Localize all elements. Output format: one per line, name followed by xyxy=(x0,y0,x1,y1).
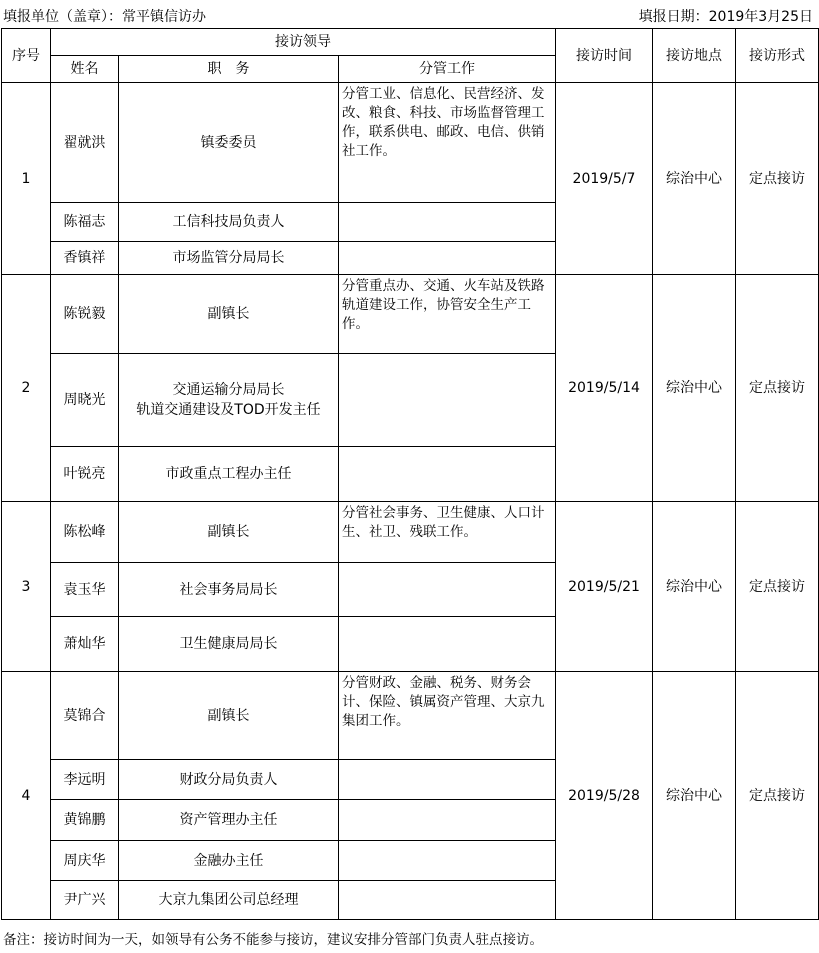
leader-name: 叶锐亮 xyxy=(51,447,119,502)
leader-name: 陈锐毅 xyxy=(51,275,119,354)
header-name: 姓名 xyxy=(51,56,119,83)
group-seq: 1 xyxy=(2,83,51,275)
reception-time: 2019/5/21 xyxy=(556,502,653,672)
group-seq: 4 xyxy=(2,672,51,920)
reception-place: 综治中心 xyxy=(653,502,736,672)
leader-position: 市政重点工程办主任 xyxy=(119,447,339,502)
leader-position: 大京九集团公司总经理 xyxy=(119,881,339,920)
leader-name: 袁玉华 xyxy=(51,563,119,617)
header-duty: 分管工作 xyxy=(339,56,556,83)
reception-schedule-table xyxy=(1,28,819,920)
leader-duty xyxy=(339,760,556,800)
leader-duty xyxy=(339,354,556,447)
leader-name: 萧灿华 xyxy=(51,617,119,672)
leader-name: 尹广兴 xyxy=(51,881,119,920)
reception-form: 定点接访 xyxy=(736,275,819,502)
reception-time: 2019/5/28 xyxy=(556,672,653,920)
reception-time: 2019/5/14 xyxy=(556,275,653,502)
leader-position: 社会事务局局长 xyxy=(119,563,339,617)
header-leaders: 接访领导 xyxy=(51,29,556,56)
reception-place: 综治中心 xyxy=(653,83,736,275)
group-seq: 3 xyxy=(2,502,51,672)
leader-position: 镇委委员 xyxy=(119,83,339,203)
footer-note: 备注：接访时间为一天，如领导有公务不能参与接访，建议安排分管部门负责人驻点接访。 xyxy=(3,932,543,948)
table-row xyxy=(2,502,819,563)
leader-duty: 分管工业、信息化、民营经济、发改、粮食、科技、市场监督管理工作，联系供电、邮政、电信、供销社工作。 xyxy=(339,83,556,203)
table-row xyxy=(2,83,819,203)
leader-duty: 分管财政、金融、税务、财务会计、保险、镇属资产管理、大京九集团工作。 xyxy=(339,672,556,760)
leader-duty xyxy=(339,563,556,617)
leader-duty xyxy=(339,242,556,275)
reception-form: 定点接访 xyxy=(736,672,819,920)
leader-position: 工信科技局负责人 xyxy=(119,203,339,242)
leader-position: 副镇长 xyxy=(119,672,339,760)
leader-duty xyxy=(339,447,556,502)
leader-position: 交通运输分局局长 xyxy=(172,382,285,398)
leader-position: 金融办主任 xyxy=(119,841,339,881)
leader-position: 市场监管分局局长 xyxy=(119,242,339,275)
reception-place: 综治中心 xyxy=(653,672,736,920)
header-time: 接访时间 xyxy=(556,29,653,83)
reception-form: 定点接访 xyxy=(736,502,819,672)
leader-position-block xyxy=(119,354,339,447)
header-position: 职 务 xyxy=(119,56,339,83)
leader-duty: 分管社会事务、卫生健康、人口计生、社卫、残联工作。 xyxy=(339,502,556,563)
header-place: 接访地点 xyxy=(653,29,736,83)
leader-duty xyxy=(339,881,556,920)
leader-duty xyxy=(339,617,556,672)
leader-name: 李远明 xyxy=(51,760,119,800)
leader-name: 陈福志 xyxy=(51,203,119,242)
leader-duty xyxy=(339,841,556,881)
leader-name: 香镇祥 xyxy=(51,242,119,275)
reception-form: 定点接访 xyxy=(736,83,819,275)
report-date: 填报日期：2019年3月25日 xyxy=(638,9,813,25)
leader-position: 副镇长 xyxy=(119,275,339,354)
leader-duty: 分管重点办、交通、火车站及铁路轨道建设工作，协管安全生产工作。 xyxy=(339,275,556,354)
leader-position: 财政分局负责人 xyxy=(119,760,339,800)
header-form: 接访形式 xyxy=(736,29,819,83)
leader-position: 卫生健康局局长 xyxy=(119,617,339,672)
leader-name: 陈松峰 xyxy=(51,502,119,563)
leader-duty xyxy=(339,203,556,242)
table-row xyxy=(2,275,819,354)
reporting-unit: 填报单位（盖章）：常平镇信访办 xyxy=(3,9,206,25)
group-seq: 2 xyxy=(2,275,51,502)
leader-position: 副镇长 xyxy=(119,502,339,563)
leader-name: 周晓光 xyxy=(51,354,119,447)
reception-place: 综治中心 xyxy=(653,275,736,502)
leader-name: 周庆华 xyxy=(51,841,119,881)
leader-name: 黄锦鹏 xyxy=(51,800,119,841)
leader-position-secondary: 轨道交通建设及TOD开发主任 xyxy=(136,402,321,418)
report-header xyxy=(0,0,819,28)
leader-name: 翟就洪 xyxy=(51,83,119,203)
header-seq: 序号 xyxy=(2,29,51,83)
leader-position: 资产管理办主任 xyxy=(119,800,339,841)
reception-time: 2019/5/7 xyxy=(556,83,653,275)
leader-name: 莫锦合 xyxy=(51,672,119,760)
leader-duty xyxy=(339,800,556,841)
table-row xyxy=(2,672,819,760)
